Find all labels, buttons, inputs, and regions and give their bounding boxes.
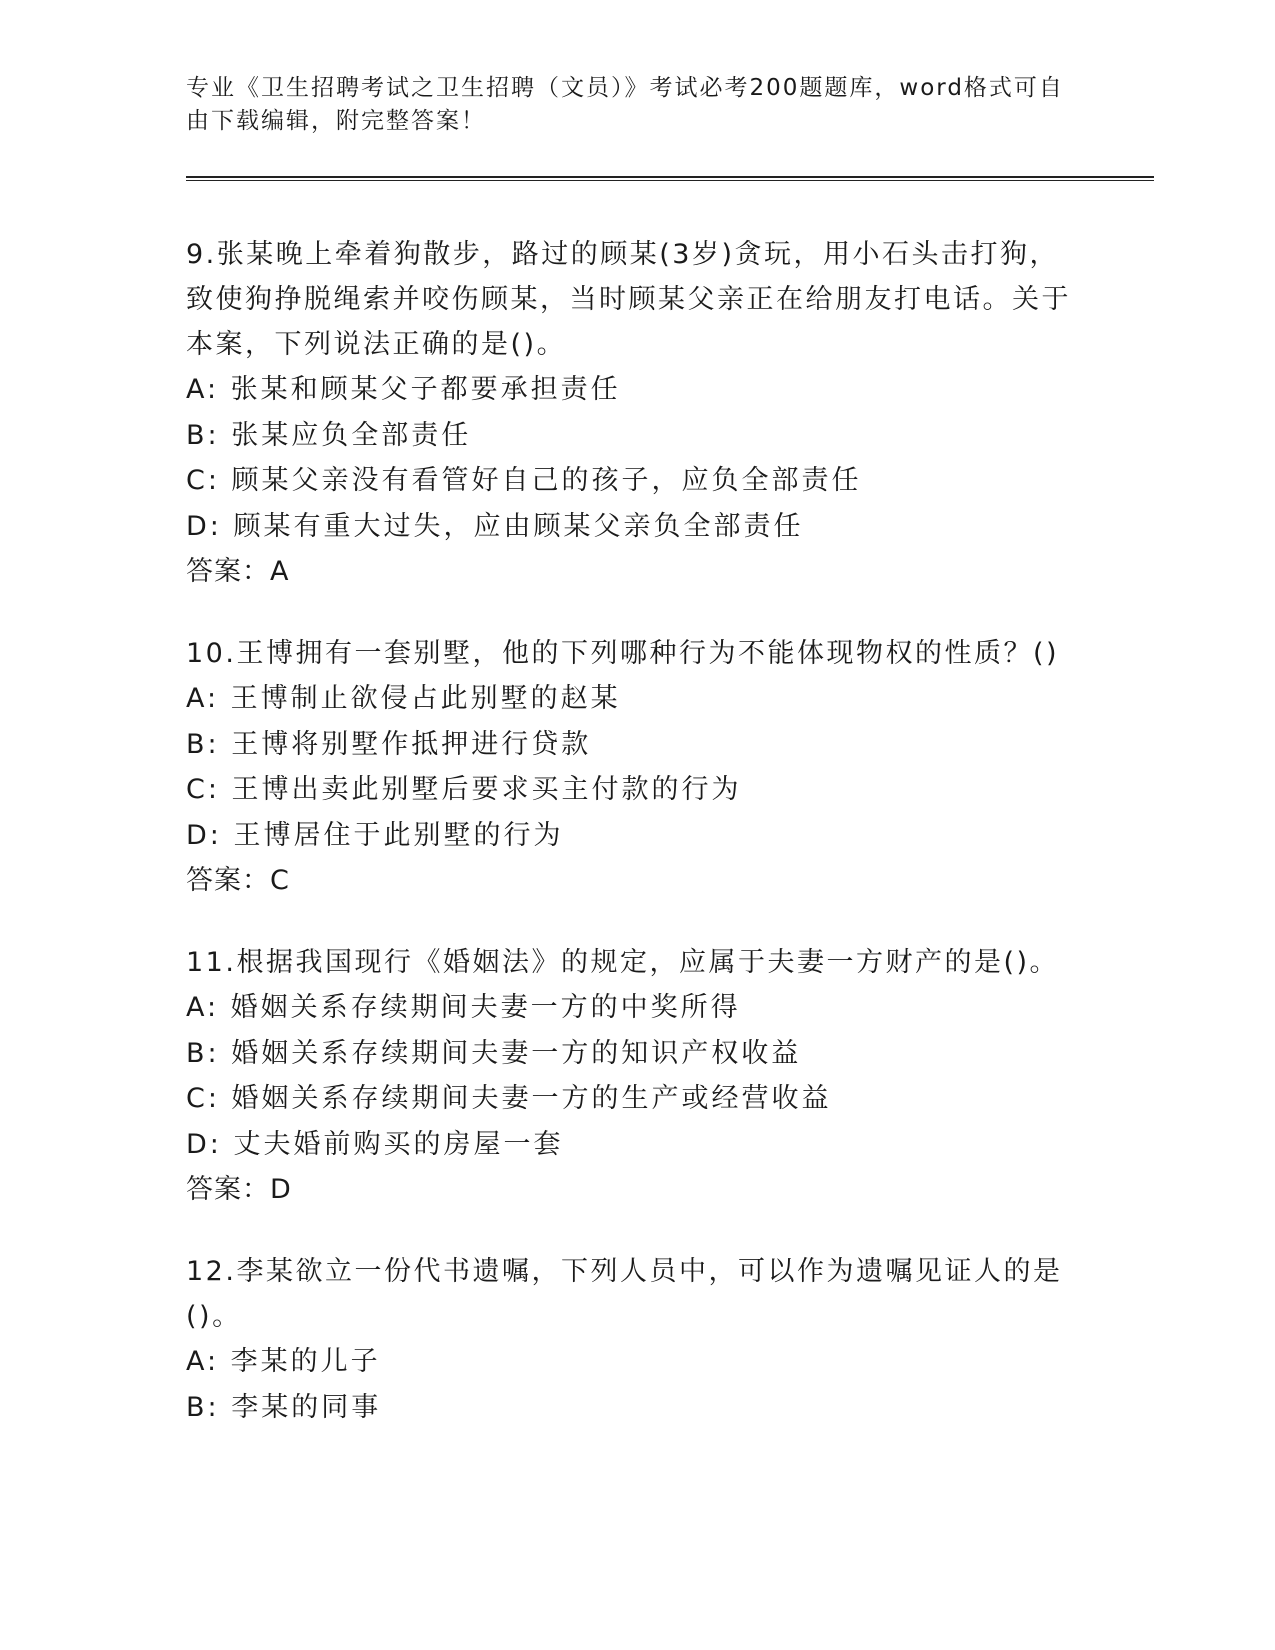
option-b: B: 李某的同事 bbox=[186, 1391, 382, 1423]
question-9 bbox=[186, 232, 1086, 595]
option-c: C: 王博出卖此别墅后要求买主付款的行为 bbox=[186, 774, 742, 805]
option-b: B: 王博将别墅作抵押进行贷款 bbox=[186, 728, 592, 760]
question-stem: 10.王博拥有一套别墅，他的下列哪种行为不能体现物权的性质？() bbox=[186, 638, 1060, 669]
option-d: D: 王博居住于此别墅的行为 bbox=[186, 819, 564, 851]
option-b: B: 张某应负全部责任 bbox=[186, 419, 472, 451]
option-d: D: 丈夫婚前购买的房屋一套 bbox=[186, 1128, 564, 1160]
option-d: D: 顾某有重大过失，应由顾某父亲负全部责任 bbox=[186, 510, 804, 542]
answer-line: 答案：A bbox=[186, 556, 290, 587]
header-divider bbox=[186, 176, 1154, 181]
option-a: A: 王博制止欲侵占此别墅的赵某 bbox=[186, 683, 621, 714]
option-c: C: 婚姻关系存续期间夫妻一方的生产或经营收益 bbox=[186, 1083, 832, 1114]
option-a: A: 婚姻关系存续期间夫妻一方的中奖所得 bbox=[186, 992, 741, 1023]
option-a: A: 李某的儿子 bbox=[186, 1346, 381, 1377]
question-11 bbox=[186, 940, 1086, 1213]
question-stem: 12.李某欲立一份代书遗嘱，下列人员中，可以作为遗嘱见证人的是()。 bbox=[186, 1256, 1063, 1332]
answer-line: 答案：D bbox=[186, 1174, 292, 1205]
option-c: C: 顾某父亲没有看管好自己的孩子，应负全部责任 bbox=[186, 465, 862, 496]
question-10 bbox=[186, 631, 1086, 904]
question-stem: 11.根据我国现行《婚姻法》的规定，应属于夫妻一方财产的是()。 bbox=[186, 947, 1060, 978]
answer-line: 答案：C bbox=[186, 865, 290, 896]
option-b: B: 婚姻关系存续期间夫妻一方的知识产权收益 bbox=[186, 1037, 802, 1069]
question-12 bbox=[186, 1249, 1086, 1430]
option-a: A: 张某和顾某父子都要承担责任 bbox=[186, 374, 621, 405]
question-stem: 9.张某晚上牵着狗散步，路过的顾某(3岁)贪玩，用小石头击打狗，致使狗挣脱绳索并咬伤顾某，当时顾某父亲正在给朋友打电话。关于本案，下列说法正确的是()。 bbox=[186, 239, 1071, 360]
document-header: 专业《卫生招聘考试之卫生招聘（文员）》考试必考200题题库，word格式可自由下载编辑，附完整答案！ bbox=[186, 75, 1064, 134]
question-list bbox=[186, 232, 1086, 1466]
